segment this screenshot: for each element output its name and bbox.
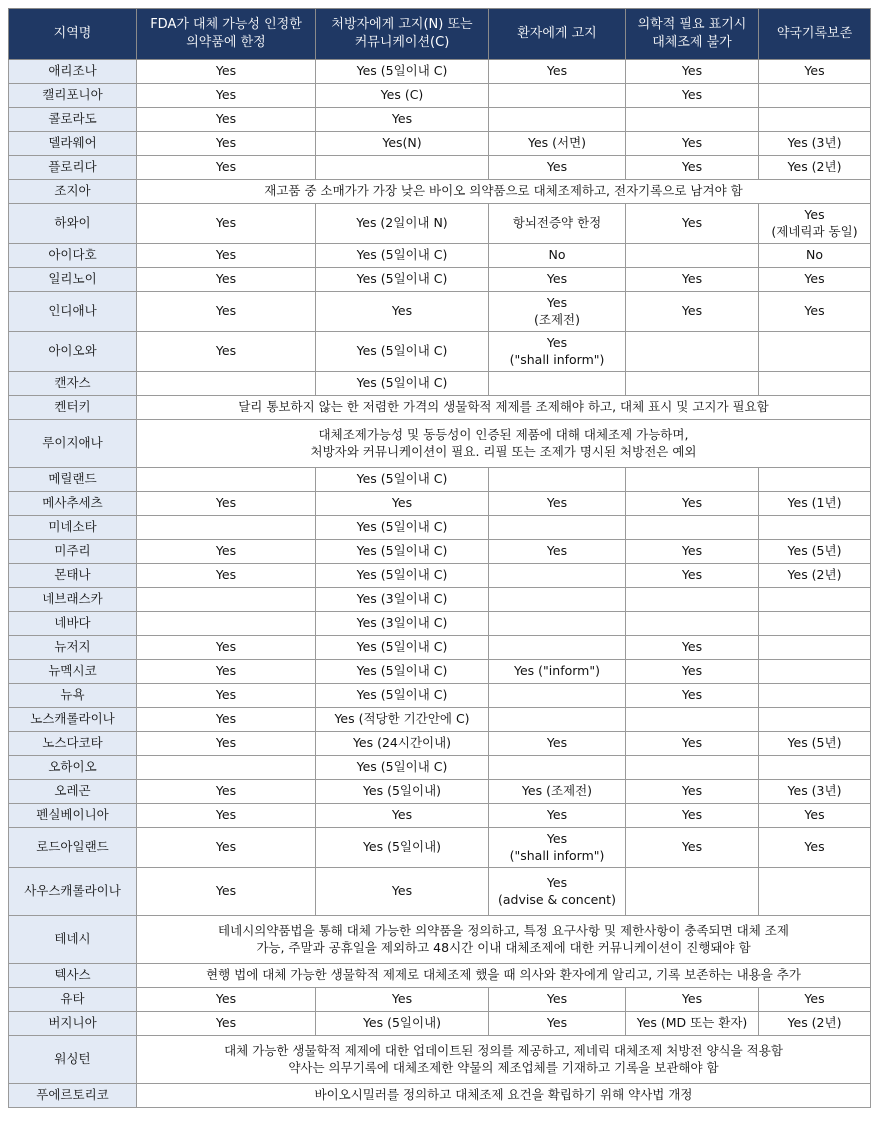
table-row <box>9 588 871 612</box>
cell-fda-limited: Yes <box>137 84 316 108</box>
cell-record-retention <box>759 588 871 612</box>
cell-fda-limited: Yes <box>137 684 316 708</box>
cell-prescriber-notice: Yes (5일이내 C) <box>316 244 489 268</box>
cell-fda-limited: Yes <box>137 868 316 916</box>
table-row <box>9 268 871 292</box>
cell-medical-necessity <box>626 108 759 132</box>
region-name: 네바다 <box>9 612 137 636</box>
region-name: 노스다코타 <box>9 732 137 756</box>
table-row <box>9 1084 871 1108</box>
cell-record-retention: Yes (3년) <box>759 132 871 156</box>
header-record-retention: 약국기록보존 <box>759 9 871 60</box>
table-row <box>9 732 871 756</box>
cell-fda-limited: Yes <box>137 60 316 84</box>
region-name: 푸에르토리코 <box>9 1084 137 1108</box>
cell-patient-notice <box>489 636 626 660</box>
cell-record-retention: Yes (1년) <box>759 492 871 516</box>
cell-patient-notice: Yes (조제전) <box>489 780 626 804</box>
cell-fda-limited <box>137 588 316 612</box>
cell-prescriber-notice: Yes (5일이내) <box>316 1012 489 1036</box>
table-row <box>9 964 871 988</box>
merged-note: 테네시의약품법을 통해 대체 가능한 의약품을 정의하고, 특정 요구사항 및 제한사항이 충족되면 대체 조제 가능, 주말과 공휴일을 제외하고 48시간 이내 대체조제에 대한 커뮤니케이션이 진행돼야 함 <box>137 916 871 964</box>
cell-record-retention <box>759 636 871 660</box>
region-name: 인디애나 <box>9 292 137 332</box>
cell-medical-necessity: Yes <box>626 780 759 804</box>
cell-record-retention: Yes <box>759 988 871 1012</box>
cell-record-retention <box>759 868 871 916</box>
cell-patient-notice <box>489 588 626 612</box>
cell-prescriber-notice: Yes(N) <box>316 132 489 156</box>
merged-note: 대체조제가능성 및 동등성이 인증된 제품에 대해 대체조제 가능하며, 처방자와 커뮤니케이션이 필요. 리필 또는 조제가 명시된 처방전은 예외 <box>137 420 871 468</box>
header-prescriber-notice: 처방자에게 고지(N) 또는 커뮤니케이션(C) <box>316 9 489 60</box>
table-row <box>9 1012 871 1036</box>
cell-medical-necessity <box>626 468 759 492</box>
cell-record-retention: Yes <box>759 268 871 292</box>
cell-patient-notice <box>489 372 626 396</box>
cell-patient-notice: Yes ("shall inform") <box>489 332 626 372</box>
cell-prescriber-notice: Yes (5일이내 C) <box>316 636 489 660</box>
cell-prescriber-notice: Yes <box>316 292 489 332</box>
cell-prescriber-notice: Yes (5일이내 C) <box>316 268 489 292</box>
table-row <box>9 988 871 1012</box>
cell-fda-limited: Yes <box>137 660 316 684</box>
table-row <box>9 108 871 132</box>
table-row <box>9 492 871 516</box>
cell-prescriber-notice: Yes (5일이내) <box>316 828 489 868</box>
cell-medical-necessity <box>626 868 759 916</box>
cell-fda-limited: Yes <box>137 732 316 756</box>
merged-note: 바이오시밀러를 정의하고 대체조제 요건을 확립하기 위해 약사법 개정 <box>137 1084 871 1108</box>
header-row <box>9 9 871 60</box>
cell-record-retention: Yes (2년) <box>759 564 871 588</box>
merged-note: 달리 통보하지 않는 한 저렴한 가격의 생물학적 제제를 조제해야 하고, 대체 표시 및 고지가 필요함 <box>137 396 871 420</box>
cell-medical-necessity: Yes <box>626 540 759 564</box>
region-name: 노스캐롤라이나 <box>9 708 137 732</box>
table-row <box>9 868 871 916</box>
table-row <box>9 780 871 804</box>
cell-prescriber-notice: Yes (5일이내 C) <box>316 660 489 684</box>
cell-prescriber-notice: Yes (5일이내 C) <box>316 756 489 780</box>
region-name: 메사추세츠 <box>9 492 137 516</box>
region-name: 테네시 <box>9 916 137 964</box>
cell-record-retention: Yes (3년) <box>759 780 871 804</box>
cell-medical-necessity <box>626 244 759 268</box>
cell-record-retention <box>759 660 871 684</box>
cell-patient-notice: Yes ("shall inform") <box>489 828 626 868</box>
cell-fda-limited <box>137 516 316 540</box>
cell-prescriber-notice: Yes <box>316 988 489 1012</box>
cell-fda-limited: Yes <box>137 332 316 372</box>
cell-record-retention <box>759 708 871 732</box>
region-name: 뉴저지 <box>9 636 137 660</box>
cell-fda-limited: Yes <box>137 268 316 292</box>
cell-fda-limited: Yes <box>137 564 316 588</box>
region-name: 조지아 <box>9 180 137 204</box>
cell-prescriber-notice: Yes (5일이내 C) <box>316 516 489 540</box>
cell-fda-limited <box>137 756 316 780</box>
cell-medical-necessity: Yes <box>626 564 759 588</box>
cell-prescriber-notice: Yes (2일이내 N) <box>316 204 489 244</box>
region-name: 오하이오 <box>9 756 137 780</box>
region-name: 미네소타 <box>9 516 137 540</box>
region-name: 일리노이 <box>9 268 137 292</box>
cell-medical-necessity: Yes <box>626 492 759 516</box>
cell-fda-limited: Yes <box>137 828 316 868</box>
region-name: 버지니아 <box>9 1012 137 1036</box>
cell-patient-notice <box>489 564 626 588</box>
table-row <box>9 468 871 492</box>
cell-fda-limited: Yes <box>137 492 316 516</box>
cell-medical-necessity: Yes <box>626 684 759 708</box>
cell-prescriber-notice: Yes (5일이내 C) <box>316 332 489 372</box>
cell-prescriber-notice: Yes (C) <box>316 84 489 108</box>
table-row <box>9 804 871 828</box>
cell-record-retention: Yes <box>759 292 871 332</box>
header-medical-necessity: 의학적 필요 표기시 대체조제 불가 <box>626 9 759 60</box>
region-name: 메릴랜드 <box>9 468 137 492</box>
cell-prescriber-notice: Yes (5일이내 C) <box>316 684 489 708</box>
header-patient-notice: 환자에게 고지 <box>489 9 626 60</box>
cell-prescriber-notice: Yes <box>316 492 489 516</box>
cell-record-retention <box>759 684 871 708</box>
cell-record-retention: Yes (2년) <box>759 156 871 180</box>
region-name: 캔자스 <box>9 372 137 396</box>
cell-fda-limited: Yes <box>137 540 316 564</box>
cell-medical-necessity <box>626 612 759 636</box>
cell-fda-limited: Yes <box>137 780 316 804</box>
cell-medical-necessity: Yes <box>626 268 759 292</box>
cell-record-retention: Yes (제네릭과 동일) <box>759 204 871 244</box>
cell-fda-limited: Yes <box>137 204 316 244</box>
region-name: 델라웨어 <box>9 132 137 156</box>
cell-prescriber-notice: Yes (5일이내 C) <box>316 564 489 588</box>
table-row <box>9 612 871 636</box>
cell-patient-notice: Yes <box>489 540 626 564</box>
region-name: 네브래스카 <box>9 588 137 612</box>
cell-medical-necessity: Yes (MD 또는 환자) <box>626 1012 759 1036</box>
cell-patient-notice: Yes <box>489 1012 626 1036</box>
region-name: 뉴멕시코 <box>9 660 137 684</box>
cell-record-retention: Yes <box>759 804 871 828</box>
cell-fda-limited: Yes <box>137 132 316 156</box>
region-name: 텍사스 <box>9 964 137 988</box>
table-row <box>9 756 871 780</box>
cell-medical-necessity: Yes <box>626 804 759 828</box>
cell-medical-necessity: Yes <box>626 660 759 684</box>
cell-patient-notice: Yes <box>489 732 626 756</box>
table-row <box>9 156 871 180</box>
cell-fda-limited: Yes <box>137 1012 316 1036</box>
table-row <box>9 684 871 708</box>
region-name: 로드아일랜드 <box>9 828 137 868</box>
table-row <box>9 660 871 684</box>
region-name: 펜실베이니아 <box>9 804 137 828</box>
cell-medical-necessity <box>626 332 759 372</box>
region-name: 뉴욕 <box>9 684 137 708</box>
cell-prescriber-notice: Yes (5일이내 C) <box>316 540 489 564</box>
cell-patient-notice <box>489 516 626 540</box>
cell-patient-notice <box>489 756 626 780</box>
merged-note: 현행 법에 대체 가능한 생물학적 제제로 대체조제 했을 때 의사와 환자에게 알리고, 기록 보존하는 내용을 추가 <box>137 964 871 988</box>
cell-prescriber-notice: Yes (3일이내 C) <box>316 612 489 636</box>
cell-patient-notice: Yes <box>489 804 626 828</box>
region-name: 몬태나 <box>9 564 137 588</box>
cell-medical-necessity <box>626 372 759 396</box>
cell-fda-limited: Yes <box>137 988 316 1012</box>
table-row <box>9 828 871 868</box>
table-row <box>9 916 871 964</box>
table-row <box>9 292 871 332</box>
cell-prescriber-notice: Yes (적당한 기간안에 C) <box>316 708 489 732</box>
cell-patient-notice <box>489 708 626 732</box>
region-name: 미주리 <box>9 540 137 564</box>
table-row <box>9 708 871 732</box>
cell-medical-necessity: Yes <box>626 732 759 756</box>
region-name: 유타 <box>9 988 137 1012</box>
cell-medical-necessity: Yes <box>626 988 759 1012</box>
cell-fda-limited: Yes <box>137 156 316 180</box>
cell-patient-notice: Yes (advise & concent) <box>489 868 626 916</box>
header-region: 지역명 <box>9 9 137 60</box>
cell-record-retention: Yes (5년) <box>759 732 871 756</box>
cell-fda-limited: Yes <box>137 708 316 732</box>
cell-record-retention <box>759 516 871 540</box>
region-name: 플로리다 <box>9 156 137 180</box>
cell-prescriber-notice: Yes <box>316 868 489 916</box>
cell-patient-notice <box>489 108 626 132</box>
cell-prescriber-notice <box>316 156 489 180</box>
cell-fda-limited <box>137 468 316 492</box>
cell-medical-necessity: Yes <box>626 132 759 156</box>
cell-record-retention: No <box>759 244 871 268</box>
table-row <box>9 332 871 372</box>
cell-patient-notice: Yes (조제전) <box>489 292 626 332</box>
table-row <box>9 84 871 108</box>
cell-medical-necessity: Yes <box>626 636 759 660</box>
merged-note: 대체 가능한 생물학적 제제에 대한 업데이트된 정의를 제공하고, 제네릭 대체조제 처방전 양식을 적용함 약사는 의무기록에 대체조제한 약물의 제조업체를 기재하고 기록을 보관해야 함 <box>137 1036 871 1084</box>
cell-record-retention <box>759 332 871 372</box>
cell-record-retention <box>759 612 871 636</box>
cell-patient-notice <box>489 468 626 492</box>
region-name: 캘리포니아 <box>9 84 137 108</box>
region-name: 루이지애나 <box>9 420 137 468</box>
cell-patient-notice <box>489 612 626 636</box>
cell-prescriber-notice: Yes <box>316 804 489 828</box>
cell-medical-necessity <box>626 708 759 732</box>
cell-fda-limited: Yes <box>137 292 316 332</box>
cell-patient-notice: Yes <box>489 492 626 516</box>
table-row <box>9 636 871 660</box>
biosimilar-substitution-table <box>8 8 871 1108</box>
cell-patient-notice: 항뇌전증약 한정 <box>489 204 626 244</box>
cell-prescriber-notice: Yes (5일이내 C) <box>316 372 489 396</box>
cell-fda-limited: Yes <box>137 108 316 132</box>
cell-patient-notice: Yes <box>489 156 626 180</box>
table-row <box>9 516 871 540</box>
header-fda-limited: FDA가 대체 가능성 인정한 의약품에 한정 <box>137 9 316 60</box>
cell-patient-notice <box>489 84 626 108</box>
table-row <box>9 132 871 156</box>
cell-prescriber-notice: Yes (24시간이내) <box>316 732 489 756</box>
cell-patient-notice <box>489 684 626 708</box>
cell-record-retention <box>759 84 871 108</box>
region-name: 사우스캐롤라이나 <box>9 868 137 916</box>
cell-prescriber-notice: Yes (5일이내) <box>316 780 489 804</box>
table-row <box>9 540 871 564</box>
cell-prescriber-notice: Yes (5일이내 C) <box>316 468 489 492</box>
cell-record-retention: Yes (2년) <box>759 1012 871 1036</box>
table-row <box>9 372 871 396</box>
cell-record-retention <box>759 108 871 132</box>
cell-medical-necessity <box>626 756 759 780</box>
cell-medical-necessity: Yes <box>626 204 759 244</box>
cell-record-retention: Yes <box>759 60 871 84</box>
table-row <box>9 396 871 420</box>
merged-note: 재고품 중 소매가가 가장 낮은 바이오 의약품으로 대체조제하고, 전자기록으로 남겨야 함 <box>137 180 871 204</box>
cell-record-retention: Yes (5년) <box>759 540 871 564</box>
cell-patient-notice: Yes <box>489 60 626 84</box>
table-row <box>9 420 871 468</box>
region-name: 콜로라도 <box>9 108 137 132</box>
cell-patient-notice: Yes <box>489 268 626 292</box>
cell-record-retention <box>759 372 871 396</box>
region-name: 워싱턴 <box>9 1036 137 1084</box>
cell-medical-necessity <box>626 588 759 612</box>
cell-record-retention <box>759 468 871 492</box>
region-name: 오레곤 <box>9 780 137 804</box>
table-row <box>9 60 871 84</box>
region-name: 하와이 <box>9 204 137 244</box>
cell-fda-limited <box>137 612 316 636</box>
cell-patient-notice: No <box>489 244 626 268</box>
cell-patient-notice: Yes ("inform") <box>489 660 626 684</box>
table-row <box>9 564 871 588</box>
cell-prescriber-notice: Yes (5일이내 C) <box>316 60 489 84</box>
cell-record-retention <box>759 756 871 780</box>
cell-fda-limited: Yes <box>137 804 316 828</box>
cell-record-retention: Yes <box>759 828 871 868</box>
cell-medical-necessity: Yes <box>626 828 759 868</box>
table-row <box>9 180 871 204</box>
cell-medical-necessity: Yes <box>626 84 759 108</box>
cell-prescriber-notice: Yes <box>316 108 489 132</box>
table-body <box>9 60 871 1108</box>
table-row <box>9 204 871 244</box>
region-name: 아이다호 <box>9 244 137 268</box>
cell-medical-necessity: Yes <box>626 292 759 332</box>
cell-fda-limited: Yes <box>137 636 316 660</box>
region-name: 애리조나 <box>9 60 137 84</box>
cell-fda-limited: Yes <box>137 244 316 268</box>
table-row <box>9 244 871 268</box>
cell-patient-notice: Yes <box>489 988 626 1012</box>
cell-medical-necessity: Yes <box>626 156 759 180</box>
cell-patient-notice: Yes (서면) <box>489 132 626 156</box>
region-name: 켄터키 <box>9 396 137 420</box>
cell-fda-limited <box>137 372 316 396</box>
cell-prescriber-notice: Yes (3일이내 C) <box>316 588 489 612</box>
region-name: 아이오와 <box>9 332 137 372</box>
cell-medical-necessity: Yes <box>626 60 759 84</box>
table-row <box>9 1036 871 1084</box>
cell-medical-necessity <box>626 516 759 540</box>
